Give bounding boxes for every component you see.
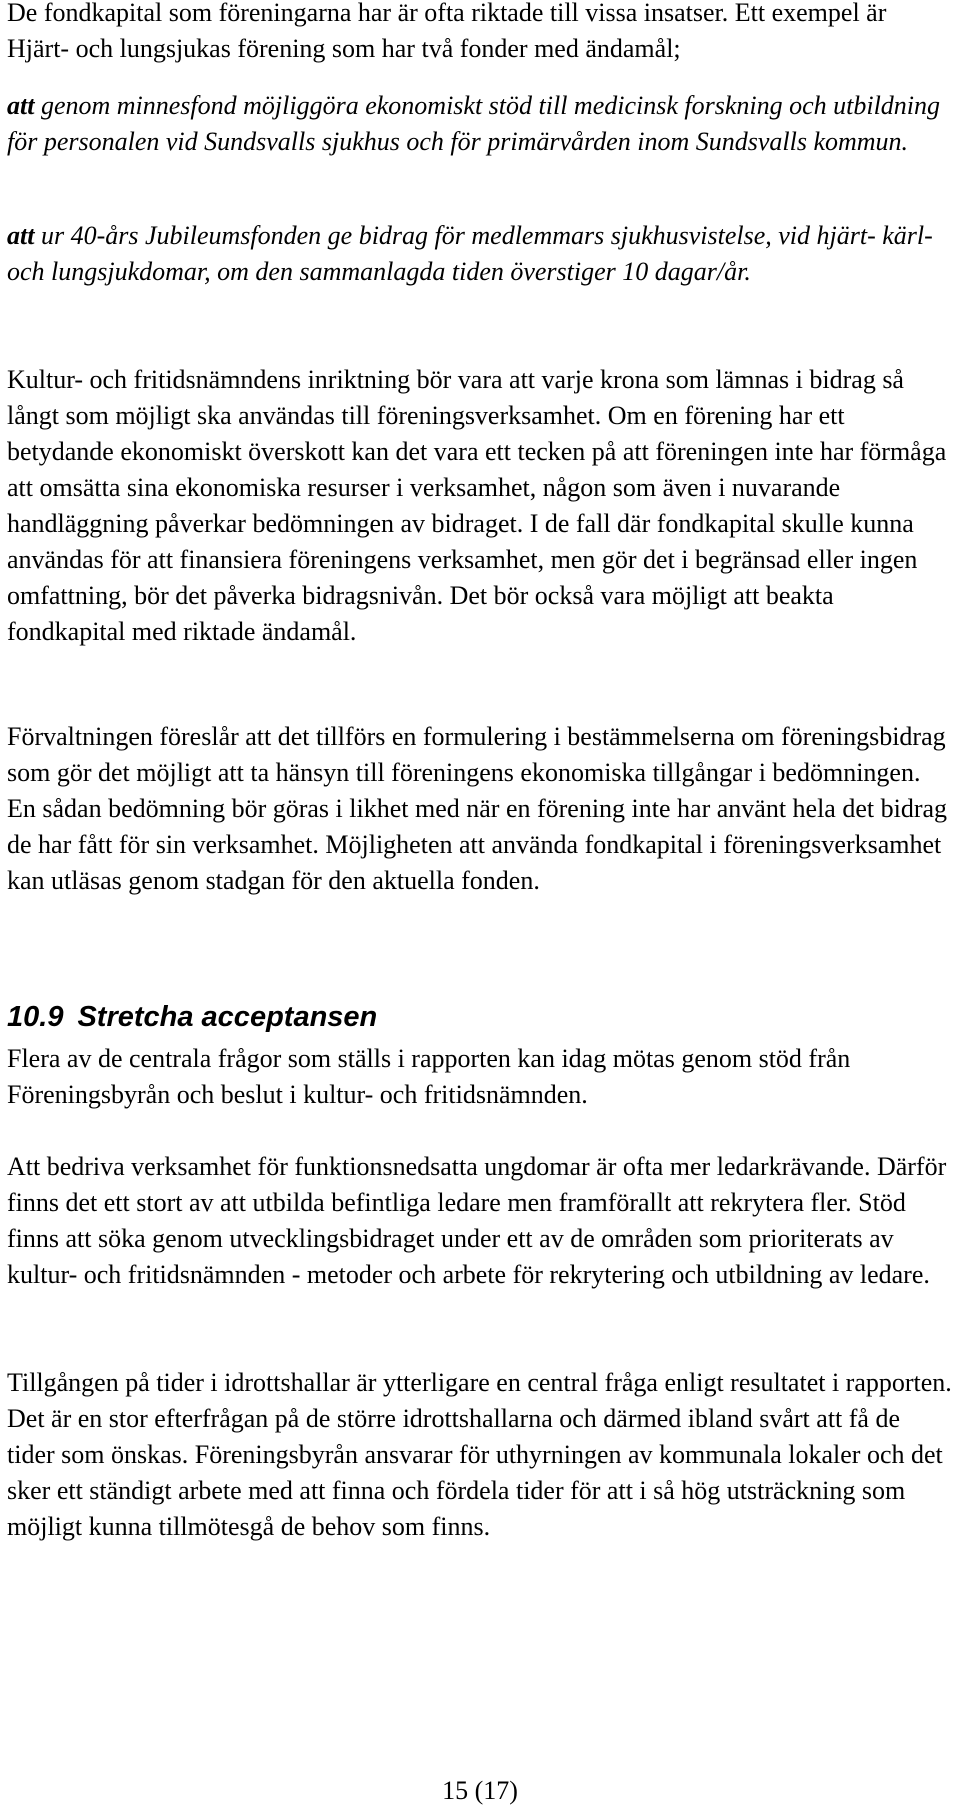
section-number: 10.9	[7, 1001, 64, 1033]
purpose-text: ur 40-års Jubileumsfonden ge bidrag för medlemmars sjukhusvistelse, vid hjärt- kärl- och lungsjukdomar, om den sammanlagda tiden överstiger 10 dagar/år.	[7, 221, 933, 286]
section-paragraph-1: Flera av de centrala frågor som ställs i rapporten kan idag mötas genom stöd från Föreningsbyrån och beslut i kultur- och fritidsnämnden.	[7, 1044, 851, 1109]
section-paragraph-3: Tillgången på tider i idrottshallar är ytterligare en central fråga enligt resultatet i rapporten. Det är en stor efterfrågan på de större idrottshallarna och därmed ibland svårt att få de tider som önskas. Föreningsbyrån ansvarar för uthyrningen av kommunala lokaler och det sker ett ständigt arbete med att finna och fördela tider för att i så hög utsträckning som möjligt kunna tillmötesgå de behov som finns.	[7, 1368, 952, 1541]
section-title: Stretcha acceptansen	[77, 1001, 378, 1033]
purpose-keyword: att	[7, 221, 35, 250]
purpose-text: genom minnesfond möjliggöra ekonomiskt stöd till medicinsk forskning och utbildning för personalen vid Sundsvalls sjukhus och för primärvården inom Sundsvalls kommun.	[7, 91, 941, 156]
purpose-item-jubilee-fund	[7, 218, 952, 290]
section-heading	[7, 999, 952, 1035]
forvaltningen-paragraph: Förvaltningen föreslår att det tillförs en formulering i bestämmelserna om föreningsbidrag som gör det möjligt att ta hänsyn till föreningens ekonomiska tillgångar i bedömningen. En sådan bedömning bör göras i likhet med när en förening inte har använt hela det bidrag de har fått för sin verksamhet. Möjligheten att använda fondkapital i föreningsverksamhet kan utläsas genom stadgan för den aktuella fonden.	[7, 722, 948, 895]
page-number: 15 (17)	[442, 1776, 518, 1805]
purpose-item-memorial-fund	[7, 88, 952, 160]
section-paragraph-2: Att bedriva verksamhet för funktionsnedsatta ungdomar är ofta mer ledarkrävande. Därför finns det ett stort av att utbilda befintliga ledare men framförallt att rekrytera fler. Stöd finns att söka genom utvecklingsbidraget under ett av de områden som prioriterats av kultur- och fritidsnämnden - metoder och arbete för rekrytering och utbildning av ledare.	[7, 1152, 947, 1289]
kultur-paragraph: Kultur- och fritidsnämndens inriktning bör vara att varje krona som lämnas i bidrag så långt som möjligt ska användas till föreningsverksamhet. Om en förening har ett betydande ekonomiskt överskott kan det vara ett tecken på att föreningen inte har förmåga att omsätta sina ekonomiska resurser i verksamhet, någon som även i nuvarande handläggning påverkar bedömningen av bidraget. I de fall där fondkapital skulle kunna användas för att finansiera föreningens verksamhet, men gör det i begränsad eller ingen omfattning, bör det påverka bidragsnivån. Det bör också vara möjligt att beakta fondkapital med riktade ändamål.	[7, 365, 947, 646]
intro-paragraph: De fondkapital som föreningarna har är ofta riktade till vissa insatser. Ett exempel är Hjärt- och lungsjukas förening som har två fonder med ändamål;	[7, 0, 887, 63]
purpose-keyword: att	[7, 91, 35, 120]
